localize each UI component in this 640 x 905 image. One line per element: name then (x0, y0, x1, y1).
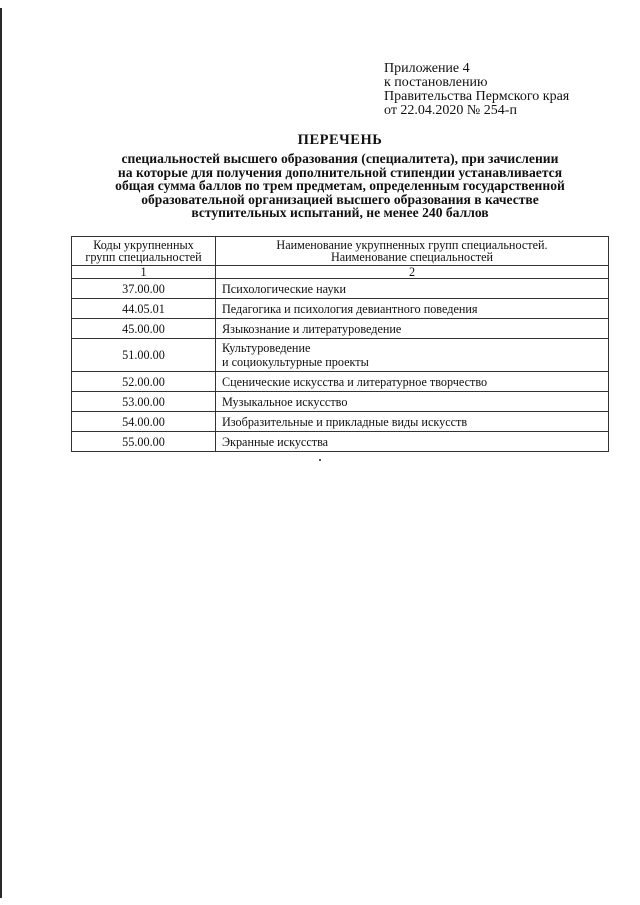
header-name-cell (216, 237, 609, 266)
header-code-cell (72, 237, 216, 266)
table-row (72, 319, 609, 339)
code-cell: 51.00.00 (72, 339, 216, 372)
name-cell: Музыкальное искусство (216, 392, 609, 412)
name-cell: Языкознание и литературоведение (216, 319, 609, 339)
name-cell: Психологические науки (216, 279, 609, 299)
name-cell: Изобразительные и прикладные виды искусств (216, 412, 609, 432)
name-cell: Сценические искусства и литературное творчество (216, 372, 609, 392)
specialties-table (71, 236, 609, 452)
table-row (72, 412, 609, 432)
code-cell: 37.00.00 (72, 279, 216, 299)
code-cell: 55.00.00 (72, 432, 216, 452)
table-row (72, 392, 609, 412)
table-row (72, 299, 609, 319)
appendix-number: Приложение 4 (384, 61, 470, 76)
subtitle-line: вступительных испытаний, не менее 240 баллов (191, 205, 489, 220)
table-row (72, 339, 609, 372)
subtitle-line: специальностей высшего образования (специалитета), при зачислении (121, 151, 559, 166)
subtitle-line: общая сумма баллов по трем предметам, определенным государственной (115, 178, 565, 193)
table-row (72, 432, 609, 452)
code-cell: 53.00.00 (72, 392, 216, 412)
name-line: Культуроведение (222, 341, 311, 355)
column-number-row (72, 266, 609, 279)
header-name-line: Наименование укрупненных групп специальностей. (276, 238, 548, 252)
name-line: и социокультурные проекты (222, 355, 369, 369)
code-cell: 45.00.00 (72, 319, 216, 339)
name-cell: Экранные искусства (216, 432, 609, 452)
appendix-block (384, 62, 624, 118)
subtitle-line: на которые для получения дополнительной стипендии устанавливается (117, 164, 563, 180)
table-row (72, 372, 609, 392)
header-code-line: Коды укрупненных (93, 238, 194, 252)
document-title: ПЕРЕЧЕНЬ (297, 132, 383, 148)
scan-speck (319, 459, 321, 461)
appendix-issuer: Правительства Пермского края (384, 89, 570, 104)
code-cell: 54.00.00 (72, 412, 216, 432)
table-header-row (72, 237, 609, 266)
name-cell (216, 339, 609, 372)
column-number-cell: 1 (72, 266, 216, 279)
document-subtitle (78, 152, 602, 220)
subtitle-line: образовательной организацией высшего образования в качестве (141, 191, 539, 207)
name-cell: Педагогика и психология девиантного поведения (216, 299, 609, 319)
code-cell: 52.00.00 (72, 372, 216, 392)
appendix-date-number: от 22.04.2020 № 254-п (384, 103, 517, 118)
appendix-resolution-ref: к постановлению (384, 75, 488, 90)
code-cell: 44.05.01 (72, 299, 216, 319)
table-row (72, 279, 609, 299)
header-name-line: Наименование специальностей (330, 250, 494, 264)
column-number-cell: 2 (216, 266, 609, 279)
header-code-line: групп специальностей (85, 250, 202, 264)
